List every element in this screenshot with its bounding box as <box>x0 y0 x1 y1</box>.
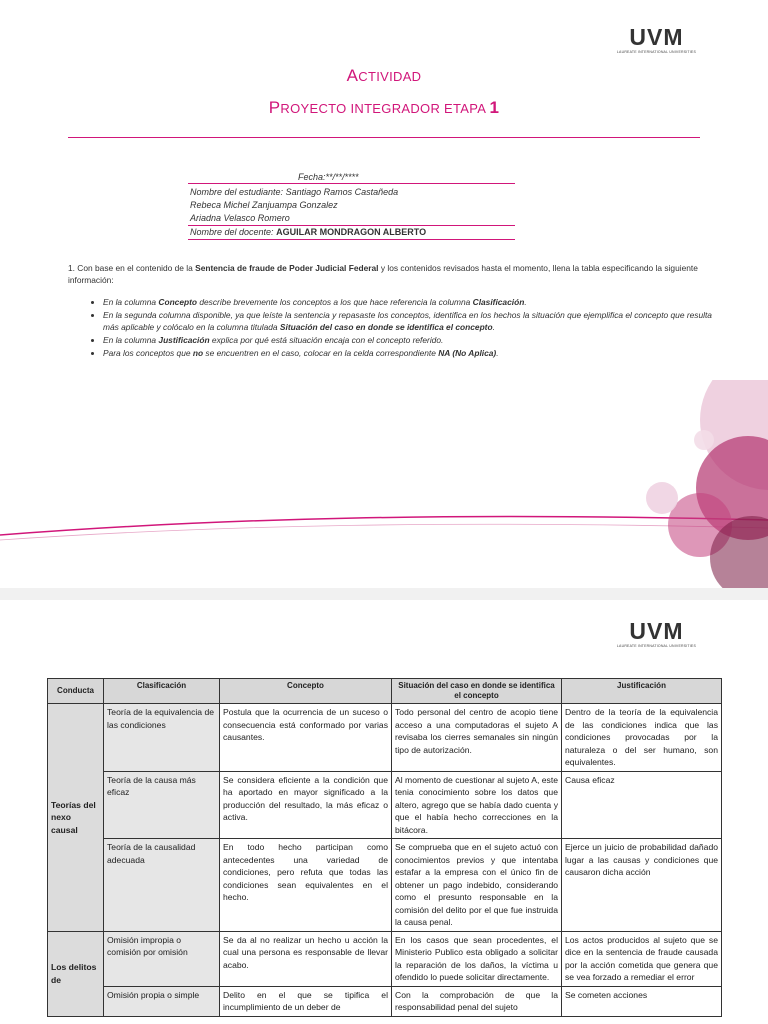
student-name-1: Santiago Ramos Castañeda <box>285 187 399 197</box>
teacher-name: AGUILAR MONDRAGON ALBERTO <box>276 227 427 237</box>
subtitle-cap: P <box>268 98 281 117</box>
header-conducta: Conducta <box>48 679 104 704</box>
cell-justificacion: Los actos producidos al sujeto que se dice en la sentencia de fraude causada por la acción cometida que genera que se vea forzado a remediar el error <box>562 931 722 986</box>
cell-clasificacion: Omisión propia o simple <box>104 986 220 1016</box>
cell-situacion: Se comprueba que en el sujeto actuó con conocimientos previos y que intentaba estafar a la empresa con el único fin de obtener un pago indebido, considerando como el presunto responsable en la comisión del delito por el que fue instruida la causa penal. <box>392 839 562 932</box>
cell-situacion: Con la comprobación de que la responsabilidad penal del sujeto <box>392 986 562 1016</box>
cell-justificacion: Se cometen acciones <box>562 986 722 1016</box>
teacher-underline <box>188 239 515 240</box>
cell-clasificacion: Omisión impropia o comisión por omisión <box>104 931 220 986</box>
decorative-circles <box>0 380 768 588</box>
header-situacion: Situación del caso en donde se identifica el concepto <box>392 679 562 704</box>
cell-concepto: Postula que la ocurrencia de un suceso o consecuencia está conformado por varias causantes. <box>220 704 392 772</box>
page-2 <box>0 600 768 1024</box>
teacher-label: Nombre del docente: <box>190 227 274 237</box>
cell-justificacion: Ejerce un juicio de probabilidad dañado lugar a las causas y condiciones que causaron dicha acción <box>562 839 722 932</box>
header-justificacion: Justificación <box>562 679 722 704</box>
title-rest: CTIVIDAD <box>358 69 422 84</box>
cell-situacion: Todo personal del centro de acopio tiene acceso a una computadoras el sujeto A revisaba los cierres semanales sin ningún tipo de autorización. <box>392 704 562 772</box>
analysis-table <box>47 678 722 1017</box>
deco-circle <box>646 482 678 514</box>
header-clasificacion: Clasificación <box>104 679 220 704</box>
deco-circle <box>694 430 714 450</box>
project-subtitle <box>0 98 768 118</box>
cell-situacion: En los casos que sean procedentes, el Ministerio Publico esta obligado a solicitar la reparación de los daños, la víctima u ofendido lo puede solicitar directamente. <box>392 931 562 986</box>
table-row <box>48 704 722 772</box>
student-line-1 <box>190 187 398 197</box>
student-name-3: Ariadna Velasco Romero <box>190 213 290 223</box>
cell-situacion: Al momento de cuestionar al sujeto A, este tenia conocimiento sobre los datos que altero, agrego que se había dado cuenta y que el había hecho correcciones en la bitácora. <box>392 771 562 839</box>
instruction-item-3: • En la columna Justificación explica por qué está situación encaja con el concepto referido. <box>103 334 723 346</box>
cell-concepto: Delito en el que se tipifica el incumplimiento de un deber de <box>220 986 392 1016</box>
logo-tagline: LAUREATE INTERNATIONAL UNIVERSITIES <box>616 50 696 54</box>
subtitle-rest: ROYECTO INTEGRADOR ETAPA <box>280 101 486 116</box>
header-divider <box>68 137 700 138</box>
table-row <box>48 839 722 932</box>
cell-clasificacion: Teoría de la causa más eficaz <box>104 771 220 839</box>
intro-text: 1. Con base en el contenido de la <box>68 263 196 273</box>
table-row <box>48 771 722 839</box>
logo-text: UVM <box>629 24 684 50</box>
table-row <box>48 931 722 986</box>
cell-justificacion: Dentro de la teoría de la equivalencia de las condiciones indica que las condiciones provocadas por la naturaleza o del ser humano, son equivalentes. <box>562 704 722 772</box>
cell-justificacion: Causa eficaz <box>562 771 722 839</box>
instruction-item-1: • En la columna Concepto describe brevemente los conceptos a los que hace referencia la columna Clasificación. <box>103 296 723 308</box>
cell-concepto: Se considera eficiente a la condición que ha aportado en mayor significado a la producción del resultado, la más eficaz o activa. <box>220 771 392 839</box>
page-gap <box>0 588 768 600</box>
intro-text-end: y los contenidos revisados hasta el momento, llena la tabla especificando la siguiente información: <box>68 263 698 285</box>
instruction-item-2: • En la segunda columna disponible, ya que leíste la sentencia y repasaste los conceptos, identifica en los hechos la situación que ejemplifica el concepto que resulta más aplicable y colócalo en la columna titulada Situación del caso en donde se identifica el concepto. <box>103 309 723 333</box>
teacher-line <box>190 227 426 237</box>
instruction-paragraph <box>68 262 708 286</box>
cell-clasificacion: Teoría de la equivalencia de las condiciones <box>104 704 220 772</box>
instruction-list <box>88 296 723 360</box>
cell-clasificacion: Teoría de la causalidad adecuada <box>104 839 220 932</box>
subtitle-number: 1 <box>489 98 500 117</box>
cell-concepto: Se da al no realizar un hecho u acción la cual una persona es responsable de llevar acabo. <box>220 931 392 986</box>
uvm-logo-page-2 <box>617 620 696 648</box>
instruction-item-4: • Para los conceptos que no se encuentren en el caso, colocar en la celda correspondiente NA (No Aplica). <box>103 347 723 359</box>
table-header-row <box>48 679 722 704</box>
student-name-2: Rebeca Michel Zanjuampa Gonzalez <box>190 200 338 210</box>
group-teorias-nexo-causal: Teorías del nexo causal <box>48 704 104 932</box>
logo-text: UVM <box>629 618 684 644</box>
uvm-logo <box>617 26 696 54</box>
intro-bold-source: Sentencia de fraude de Poder Judicial Federal <box>195 263 379 273</box>
table-row <box>48 986 722 1016</box>
header-concepto: Concepto <box>220 679 392 704</box>
student-underline <box>188 225 515 226</box>
group-delitos-de: Los delitos de <box>48 931 104 1016</box>
date-field: Fecha:**/**/**** <box>298 172 359 182</box>
title-cap: A <box>346 66 359 85</box>
logo-tagline: LAUREATE INTERNATIONAL UNIVERSITIES <box>616 644 696 648</box>
student-label: Nombre del estudiante: <box>190 187 284 197</box>
date-underline <box>188 183 515 184</box>
cell-concepto: En todo hecho participan como antecedentes una variedad de condiciones, pero refuta que todas las condiciones sean equivalentes en el hecho. <box>220 839 392 932</box>
activity-title <box>0 66 768 86</box>
